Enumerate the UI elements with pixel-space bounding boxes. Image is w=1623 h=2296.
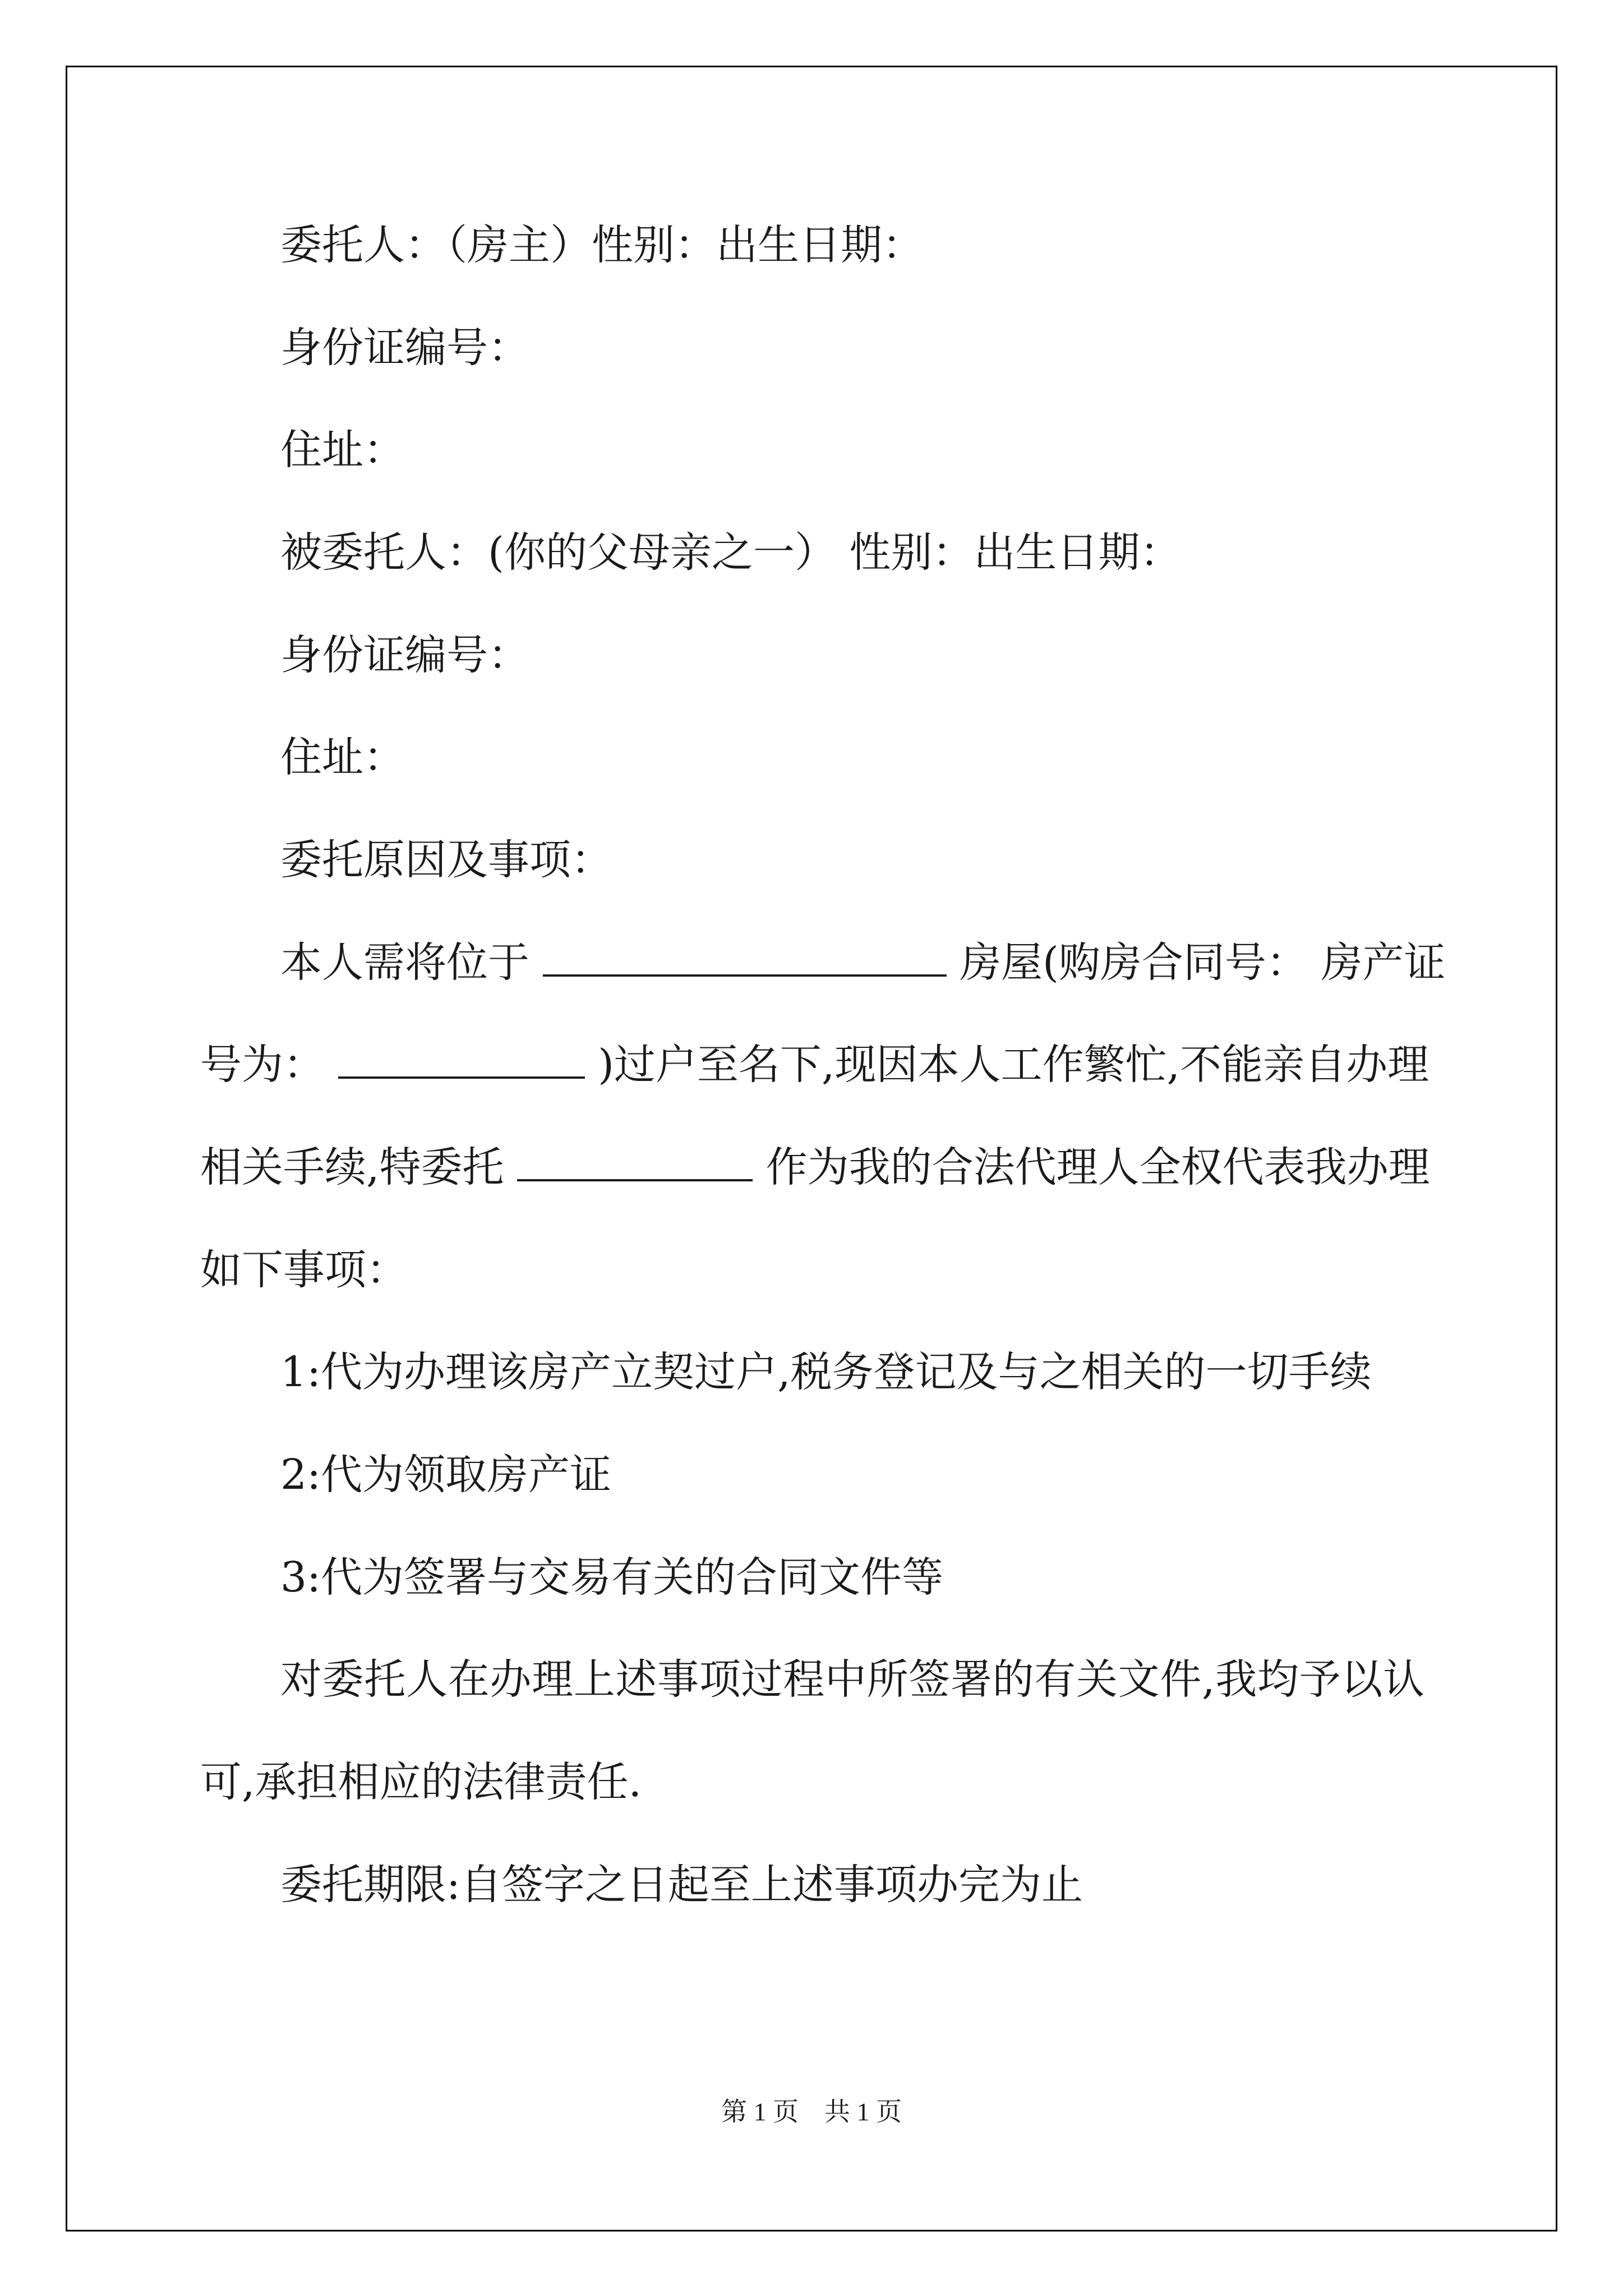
list-item: 2:代为领取房产证 [280, 1451, 612, 1499]
paragraph-2-line-1: 对委托人在办理上述事项过程中所签署的有关文件,我均予以认 [280, 1655, 1424, 1704]
agent-line: 被委托人：(你的父母亲之一） 性别：出生日期： [280, 528, 1182, 577]
page-number-footer: 第 1 页 共 1 页 [721, 2097, 902, 2126]
text-segment: 号为： [200, 1041, 325, 1089]
agent-address-line: 住址： [280, 733, 405, 781]
principal-address-line: 住址： [280, 426, 405, 474]
text-segment: )过户至名下,现因本人工作繁忙,不能亲自办理 [598, 1041, 1429, 1089]
agent-name-blank [517, 1147, 753, 1181]
paragraph-2-line-2: 可,承担相应的法律责任. [200, 1758, 642, 1806]
list-item: 3:代为签署与交易有关的合同文件等 [280, 1553, 944, 1602]
paragraph-1-line-4: 如下事项： [200, 1246, 408, 1294]
text-segment: 相关手续,特委托 [200, 1143, 504, 1191]
certificate-number-blank [338, 1044, 585, 1079]
principal-line: 委托人：（房主）性别：出生日期： [280, 221, 924, 269]
agent-id-line: 身份证编号： [280, 631, 529, 679]
paragraph-1-line-1 [280, 938, 1446, 987]
text-segment: 房屋(购房合同号： 房产证 [960, 938, 1446, 987]
paragraph-1-line-2 [200, 1041, 1429, 1089]
principal-id-line: 身份证编号： [280, 324, 529, 372]
house-location-blank [543, 942, 947, 977]
reason-heading: 委托原因及事项： [280, 836, 612, 884]
text-segment: 本人需将位于 [280, 938, 529, 987]
text-segment: 作为我的合法代理人全权代表我办理 [766, 1143, 1430, 1191]
list-item: 1:代为办理该房产立契过户,税务登记及与之相关的一切手续 [280, 1348, 1372, 1396]
paragraph-1-line-3 [200, 1143, 1430, 1191]
term-line: 委托期限:自签字之日起至上述事项办完为止 [280, 1861, 1083, 1909]
